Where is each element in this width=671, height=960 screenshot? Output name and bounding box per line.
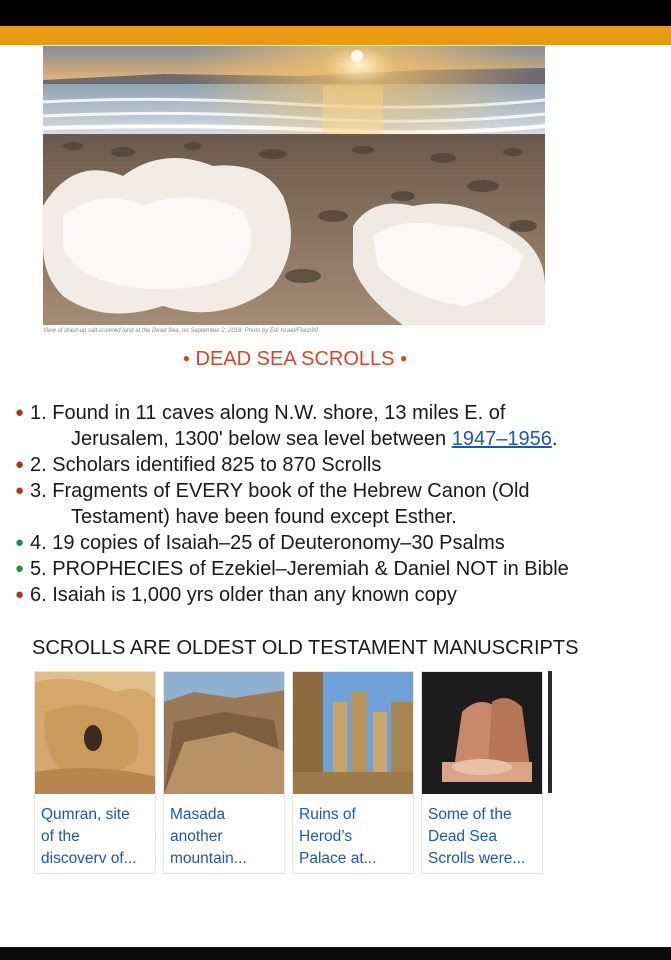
card-masada[interactable]: Masada another mountain... xyxy=(163,671,285,874)
herods-palace-ruins-image xyxy=(293,672,414,794)
bullet-dot: ● xyxy=(15,456,25,473)
list-item: ● 1. Found in 11 caves along N.W. shore, 13 miles E. of Jerusalem, 1300' below sea level between 1947–1956. xyxy=(15,402,558,450)
list-item: ● 2. Scholars identified 825 to 870 Scrolls xyxy=(15,454,382,476)
date-range-link[interactable]: 1947–1956 xyxy=(451,428,552,450)
qumran-cave-image xyxy=(35,672,156,794)
title-bullet-left: ● xyxy=(182,351,190,365)
section-title xyxy=(0,348,590,371)
scrolls-banner: SCROLLS ARE OLDEST OLD TESTAMENT MANUSCRIPTS xyxy=(32,637,579,659)
list-item: ● 4. 19 copies of Isaiah–25 of Deuteronomy–30 Psalms xyxy=(15,532,505,554)
bullet-dot: ● xyxy=(15,404,25,421)
bullet-dot: ● xyxy=(15,586,25,603)
list-item: ● 3. Fragments of EVERY book of the Hebrew Canon (Old Testament) have been found except Esther. xyxy=(15,480,530,528)
list-item: ● 6. Isaiah is 1,000 yrs older than any known copy xyxy=(15,584,457,606)
photo-caption: View of dried-up salt-covered land at the Dead Sea, on September 2, 2018. Photo by Edi Israel/Flash90 xyxy=(43,328,319,334)
scroll-jars-image xyxy=(422,672,543,794)
bullet-dot: ● xyxy=(15,534,25,551)
title-text: DEAD SEA SCROLLS xyxy=(195,348,395,370)
facts-list xyxy=(15,400,658,608)
card-qumran[interactable]: Qumran, site of the discoverv of... xyxy=(34,671,156,874)
orange-header-band xyxy=(0,26,671,45)
bullet-dot: ● xyxy=(15,560,25,577)
list-item: ● 5. PROPHECIES of Ezekiel–Jeremiah & Daniel NOT in Bible xyxy=(15,558,569,580)
bullet-dot: ● xyxy=(15,482,25,499)
next-card-edge xyxy=(548,671,552,793)
title-bullet-right: ● xyxy=(400,351,408,365)
top-black-bar xyxy=(0,0,671,26)
masada-mountain-image xyxy=(164,672,285,794)
card-dead-sea-scrolls[interactable]: Some of the Dead Sea Scrolls were... xyxy=(421,671,543,874)
bottom-black-bar xyxy=(0,947,671,960)
dead-sea-salt-shore-photo xyxy=(43,46,545,325)
card-herods-palace[interactable]: Ruins of Herod’s Palace at... xyxy=(292,671,414,874)
